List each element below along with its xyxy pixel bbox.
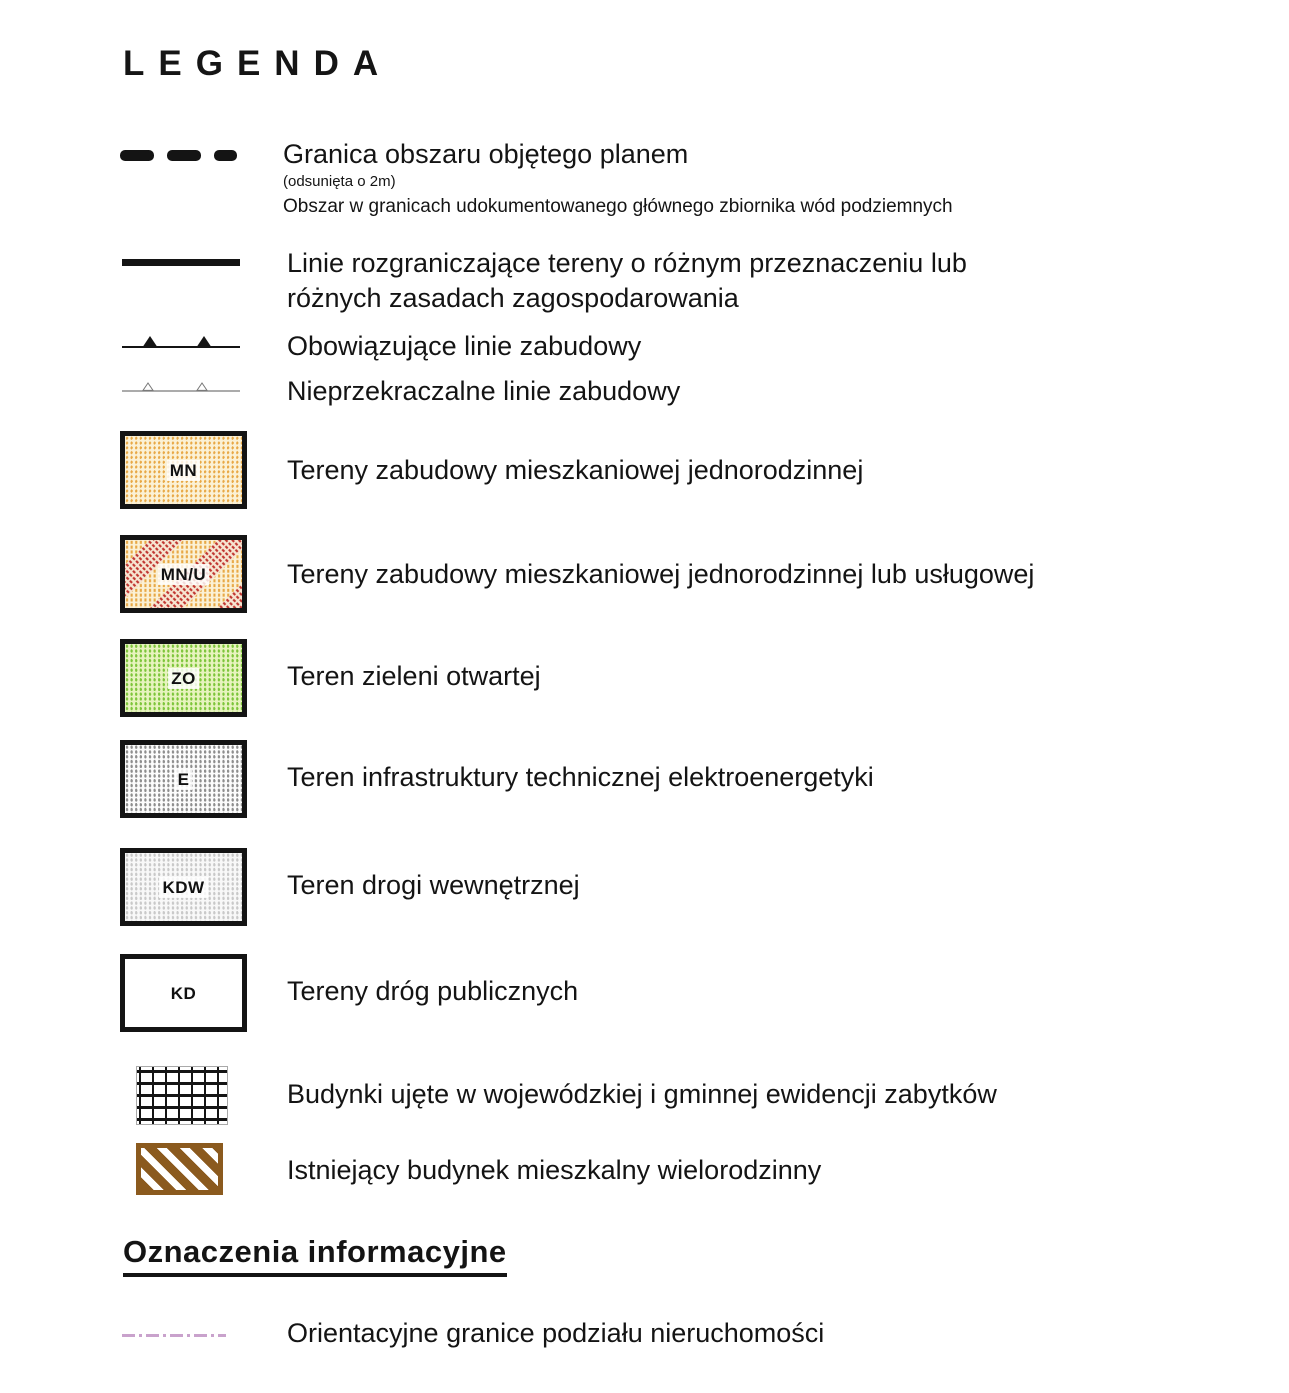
dash-segment (120, 150, 154, 161)
dash-segment (214, 150, 237, 161)
filled-triangle-line-icon (122, 333, 240, 349)
heritage-grid-swatch (136, 1066, 228, 1125)
entry-label-mn: Tereny zabudowy mieszkaniowej jednorodzinnej (287, 455, 864, 485)
entry-label-mnu: Tereny zabudowy mieszkaniowej jednorodzinnej lub usługowej (287, 559, 1035, 589)
entry-label-nonexceedable-building-lines: Nieprzekraczalne linie zabudowy (287, 376, 681, 406)
mn-code: MN (167, 460, 200, 481)
entry-label-plan-boundary: Granica obszaru objętego planem (283, 139, 689, 169)
entry-label-multifamily: Istniejący budynek mieszkalny wielorodzinny (287, 1155, 822, 1185)
mnu-code: MN/U (158, 564, 209, 585)
entry-label-dividing-lines: Linie rozgraniczające tereny o różnym przeznaczeniu lub różnych zasadach zagospodarowania (287, 248, 967, 313)
multifamily-hatch-swatch (136, 1143, 223, 1195)
zo-area-swatch (120, 639, 247, 717)
mn-area-swatch (120, 431, 247, 509)
entry-label-e: Teren infrastruktury technicznej elektroenergetyki (287, 762, 874, 792)
entry-note-offset: (odsunięta o 2m) (283, 173, 396, 190)
kd-code: KD (168, 983, 200, 1004)
e-area-swatch (120, 740, 247, 818)
open-triangle-line-icon (122, 380, 240, 393)
entry-label-mandatory-building-lines: Obowiązujące linie zabudowy (287, 331, 642, 361)
pink-dash-dot-line-icon (122, 1334, 226, 1337)
mnu-area-swatch (120, 535, 247, 613)
entry-label-kd: Tereny dróg publicznych (287, 976, 579, 1006)
entry-label-heritage: Budynki ujęte w wojewódzkiej i gminnej ewidencji zabytków (287, 1079, 997, 1109)
bold-dashed-line-icon (120, 149, 237, 161)
entry-label-zo: Teren zieleni otwartej (287, 661, 541, 691)
kdw-code: KDW (159, 877, 207, 898)
entry-note-groundwater: Obszar w granicach udokumentowanego głównego zbiornika wód podziemnych (283, 196, 953, 217)
page-title: LEGENDA (123, 44, 393, 83)
zo-code: ZO (168, 668, 199, 689)
e-code: E (175, 769, 193, 790)
entry-label-parcel-division: Orientacyjne granice podziału nieruchomości (287, 1318, 825, 1348)
entry-label-kdw: Teren drogi wewnętrznej (287, 870, 580, 900)
kdw-area-swatch (120, 848, 247, 926)
solid-line-icon (122, 259, 240, 266)
dash-segment (167, 150, 201, 161)
info-section-heading: Oznaczenia informacyjne (123, 1234, 507, 1277)
kd-area-swatch (120, 954, 247, 1032)
